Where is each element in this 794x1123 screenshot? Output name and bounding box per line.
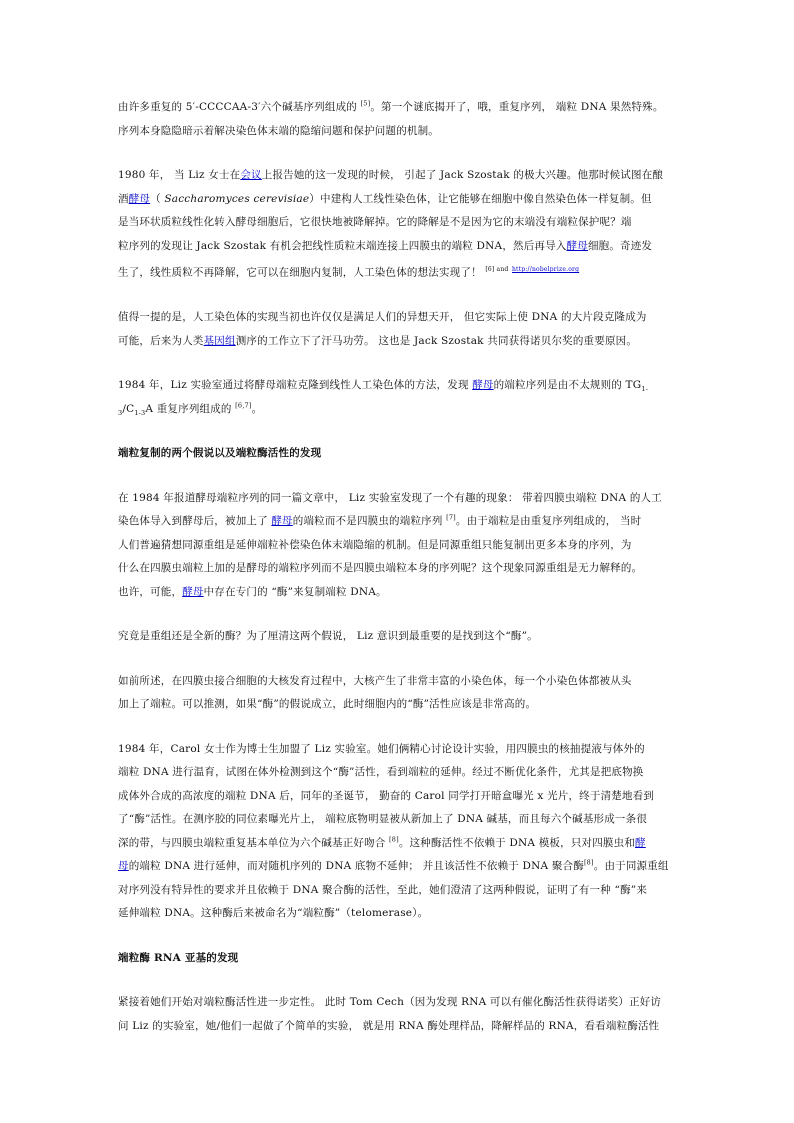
text-line: 端粒 DNA 进行温育，试图在体外检测到这个“酶”活性，看到端粒的延伸。经过不断优化条件，尤其是把底物换	[118, 766, 644, 778]
text-line: 问 Liz 的实验室，她/他们一起做了个简单的实验， 就是用 RNA 酶处理样品，降解样品的 RNA，看看端粒酶活性	[118, 1019, 660, 1032]
link-conference[interactable]: 会议	[240, 169, 262, 181]
section-heading: 端粒酶 RNA 亚基的发现	[118, 951, 239, 964]
text-line: 对序列没有特异性的要求并且依赖于 DNA 聚合酶的活性，至此，她们澄清了这两种假说，证明了有一种 “酶”来	[118, 883, 648, 896]
link-genome[interactable]: 基因组	[203, 334, 236, 347]
text-line: 母的端粒 DNA 进行延伸，而对随机序列的 DNA 底物不延伸； 并且该活性不依赖于 DNA 聚合酶[8]。由于同源重组	[118, 858, 669, 872]
link-yeast[interactable]: 酵母	[472, 379, 494, 391]
text-line: 也许，可能，酵母中存在专门的 “酶”来复制端粒 DNA。	[118, 585, 387, 598]
text-line: 序列本身隐隐暗示着解决染色体末端的隐缩问题和保护问题的机制。	[118, 124, 439, 137]
paragraph-rna-subunit	[118, 991, 678, 1038]
text-line: 粒序列的发现让 Jack Szostak 有机会把线性质粒末端连接上四膜虫的端粒 DNA，然后再导入酵母细胞。奇迹发	[118, 239, 653, 252]
citation: [6,7]	[235, 401, 252, 409]
text-line: 生了，线性质粒不再降解，它可以在细胞内复制，人工染色体的想法实现了！ $^{[6] and}$ $^{http://nobelprize.org}$	[118, 266, 580, 279]
text-line: 紧接着她们开始对端粒酶活性进一步定性。 此时 Tom Cech（因为发现 RNA 可以有催化酶活性获得诺奖）正好访	[118, 996, 662, 1008]
paragraph-question: 究竟是重组还是全新的酶？为了厘清这两个假说， Liz 意识到最重要的是找到这个“酶”。	[118, 630, 538, 642]
citation: [7]	[446, 513, 456, 522]
paragraph-yeast-telomere	[118, 374, 678, 421]
text-line: 深的带，与四膜虫端粒重复基本单位为六个碱基正好吻合 [8]。这种酶活性不依赖于 DNA 模板，只对四膜虫和酵	[118, 835, 646, 849]
text-line: 是当环状质粒线性化转入酵母细胞后，它很快地被降解掉。它的降解是不是因为它的末端没有端粒保护呢？端	[118, 216, 632, 228]
text-line: 成体外合成的高浓度的端粒 DNA 后，同年的圣诞节， 勤奋的 Carol 同学打开暗盒曝光 x 光片，终于清楚地看到	[118, 789, 655, 802]
text-line: 1980 年， 当 Liz 女士在会议上报告她的这一发现的时候， 引起了 Jack Szostak 的极大兴趣。他那时候试图在酿	[118, 169, 664, 181]
text-line: 延伸端粒 DNA。这种酶后来被命名为“端粒酶”（telomerase）。	[118, 907, 429, 919]
text-line: 人们普遍猜想同源重组是延伸端粒补偿染色体末端隐缩的机制。但是同源重组只能复制出更多本身的序列，为	[118, 538, 632, 551]
paragraph-carol	[118, 738, 678, 926]
species-name: Saccharomyces cerevisiae	[164, 192, 310, 205]
link-yeast[interactable]: 酵母	[271, 515, 293, 527]
paragraph-artificial-chromosome	[118, 306, 678, 353]
paragraph-repeat-sequence	[118, 96, 678, 143]
text-line: 由许多重复的 5′-CCCCAA-3′六个碱基序列组成的 [5]。第一个谜底揭开了，哦，重复序列， 端粒 DNA 果然特殊。	[118, 99, 664, 113]
text-line: 1984 年，Liz 实验室通过将酵母端粒克隆到线性人工染色体的方法，发现 酵母的端粒序列是由不太规则的 $TG_{1-}$	[118, 379, 649, 394]
text-line: 加上了端粒。可以推测，如果“酶”的假说成立，此时细胞内的“酶”活性应该是非常高的。	[118, 698, 537, 710]
text-line: 值得一提的是，人工染色体的实现当初也许仅仅是满足人们的异想天开， 但它实际上使 DNA 的大片段克隆成为	[118, 311, 647, 323]
text-line: 什么在四膜虫端粒上加的是酵母的端粒序列而不是四膜虫端粒本身的序列呢？这个现象同源重组是无力解释的。	[118, 562, 643, 574]
citation: [8]	[583, 858, 594, 867]
text-line: 如前所述，在四膜虫接合细胞的大核发育过程中，大核产生了非常丰富的小染色体，每一个小染色体都被从头	[118, 674, 632, 687]
link-nobelprize[interactable]: http://nobelprize.org	[511, 266, 580, 273]
link-yeast[interactable]: 母	[118, 860, 129, 872]
document-page	[118, 96, 678, 1038]
link-yeast[interactable]: 酵母	[128, 192, 151, 205]
paragraph-hypotheses	[118, 487, 678, 605]
text-line: 1984 年，Carol 女士作为博士生加盟了 Liz 实验室。她们俩精心讨论设计实验，用四膜虫的核抽提液与体外的	[118, 742, 645, 755]
citation: [5]	[360, 99, 371, 108]
citation: [6] and	[485, 266, 509, 273]
text-line: 酒酵母（ Saccharomyces cerevisiae）中建构人工线性染色体，让它能够在细胞中像自然染色体一样复制。但	[118, 192, 652, 205]
paragraph-macronucleus	[118, 670, 678, 717]
text-line: 可能，后来为人类基因组测序的工作立下了汗马功劳。 这也是 Jack Szostak 共同获得诺贝尔奖的重要原因。	[118, 334, 638, 347]
link-yeast[interactable]: 酵	[635, 836, 646, 849]
link-yeast[interactable]: 酵母	[566, 239, 588, 252]
text-line: $_3/C_{1-3}A$ 重复序列组成的 [6,7]。	[118, 401, 263, 417]
text-line: 染色体导入到酵母后，被加上了 酵母的端粒而不是四膜虫的端粒序列 [7]。由于端粒是由重复序列组成的， 当时	[118, 513, 642, 527]
section-heading: 端粒复制的两个假说以及端粒酶活性的发现	[118, 447, 322, 459]
link-yeast[interactable]: 酵母	[182, 585, 204, 598]
text-line: 了“酶”活性。在测序胶的同位素曝光片上， 端粒底物明显被从新加上了 DNA 碱基，而且每六个碱基形成一条很	[118, 813, 648, 825]
text-line: 在 1984 年报道酵母端粒序列的同一篇文章中， Liz 实验室发现了一个有趣的现象： 带着四膜虫端粒 DNA 的人工	[118, 491, 662, 504]
citation: [8]	[389, 835, 399, 843]
paragraph-szostak	[118, 164, 678, 285]
